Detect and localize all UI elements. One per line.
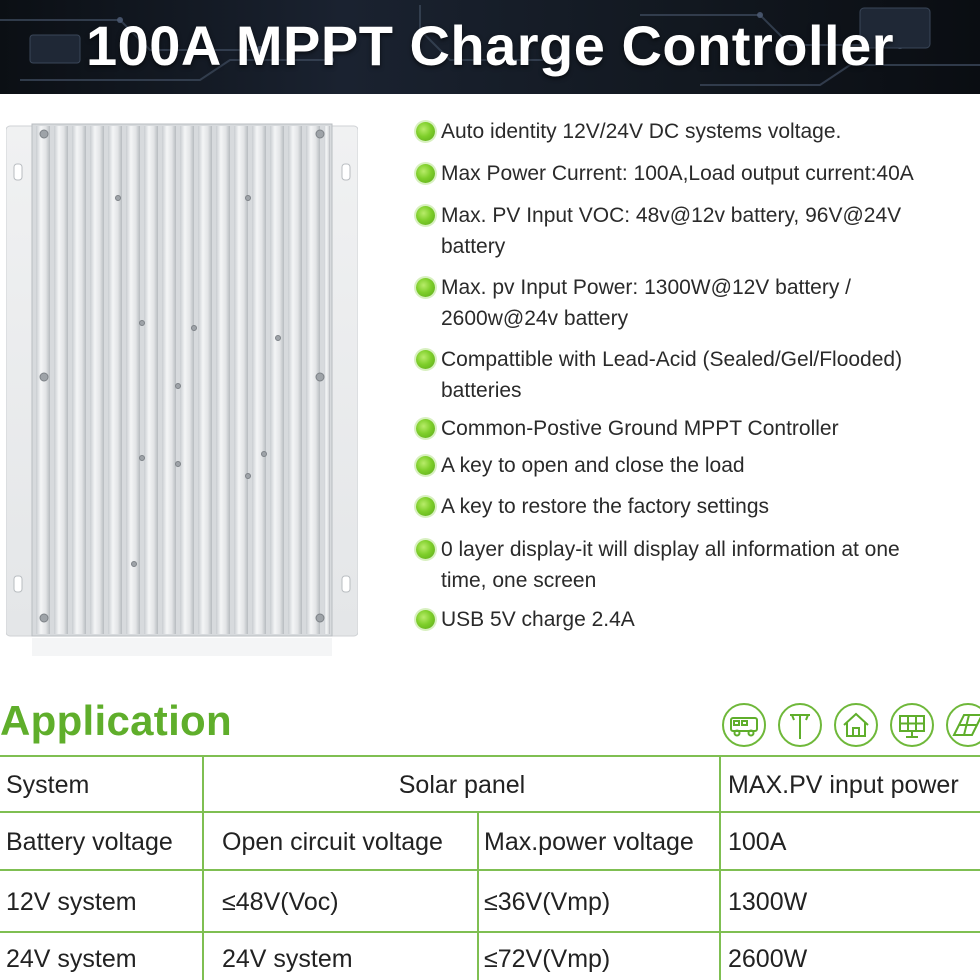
green-bullet-icon <box>416 122 435 141</box>
table-divider <box>719 755 721 980</box>
feature-item <box>414 272 851 334</box>
green-bullet-icon <box>416 497 435 516</box>
green-bullet-icon <box>416 206 435 225</box>
solar-roof-icon <box>946 703 980 747</box>
feature-text: 0 layer display-it will display all information at one <box>441 538 900 561</box>
feature-text: batteries <box>441 379 522 402</box>
feature-item <box>414 450 745 481</box>
subheader-battery-voltage: Battery voltage <box>6 827 173 856</box>
feature-item <box>414 491 769 522</box>
feature-text: Auto identity 12V/24V DC systems voltage. <box>441 120 842 143</box>
feature-text: battery <box>441 235 506 258</box>
subheader-max-power-voltage: Max.power voltage <box>484 827 694 856</box>
application-title: Application <box>0 697 232 744</box>
table-subheader-row <box>0 811 980 869</box>
header-system: System <box>6 770 90 799</box>
green-bullet-icon <box>416 540 435 559</box>
table-header-row <box>0 755 980 811</box>
subheader-current: 100A <box>728 827 787 856</box>
feature-item <box>414 604 635 635</box>
street-lamp-icon <box>778 703 822 747</box>
feature-item <box>414 158 914 189</box>
green-bullet-icon <box>416 456 435 475</box>
house-icon <box>834 703 878 747</box>
header-solar-panel: Solar panel <box>398 770 526 799</box>
header-banner <box>0 0 980 94</box>
green-bullet-icon <box>416 350 435 369</box>
green-bullet-icon <box>416 278 435 297</box>
feature-item <box>414 413 839 444</box>
green-bullet-icon <box>416 419 435 438</box>
row-system: 12V system <box>6 887 137 916</box>
rv-camper-icon <box>722 703 766 747</box>
table-row <box>0 931 980 980</box>
feature-text: Max. pv Input Power: 1300W@12V battery / <box>441 276 852 299</box>
feature-text: Max Power Current: 100A,Load output current:40A <box>441 162 914 185</box>
row-vmp: ≤72V(Vmp) <box>484 944 611 973</box>
feature-item <box>414 534 900 596</box>
table-divider <box>202 755 204 980</box>
row-power: 1300W <box>728 887 808 916</box>
table-divider <box>477 811 479 980</box>
subheader-open-circuit-voltage: Open circuit voltage <box>222 827 443 856</box>
row-voc: 24V system <box>222 944 353 973</box>
feature-text: 2600w@24v battery <box>441 307 629 330</box>
row-system: 24V system <box>6 944 137 973</box>
feature-text: A key to open and close the load <box>441 454 745 477</box>
feature-item <box>414 344 902 406</box>
feature-text: USB 5V charge 2.4A <box>441 608 635 631</box>
feature-text: Common-Postive Ground MPPT Controller <box>441 417 839 440</box>
green-bullet-icon <box>416 164 435 183</box>
feature-text: Compattible with Lead-Acid (Sealed/Gel/Flooded) <box>441 348 903 371</box>
charge-controller-product-image <box>6 118 358 663</box>
solar-panel-icon <box>890 703 934 747</box>
row-voc: ≤48V(Voc) <box>222 887 339 916</box>
feature-text: A key to restore the factory settings <box>441 495 769 518</box>
table-row <box>0 869 980 931</box>
page-title: 100A MPPT Charge Controller <box>85 14 895 77</box>
feature-text: time, one screen <box>441 569 597 592</box>
feature-text: Max. PV Input VOC: 48v@12v battery, 96V@24V <box>441 204 902 227</box>
row-vmp: ≤36V(Vmp) <box>484 887 611 916</box>
green-bullet-icon <box>416 610 435 629</box>
row-power: 2600W <box>728 944 808 973</box>
feature-item <box>414 116 841 147</box>
header-max-pv-input-power: MAX.PV input power <box>728 770 959 799</box>
feature-item <box>414 200 901 262</box>
